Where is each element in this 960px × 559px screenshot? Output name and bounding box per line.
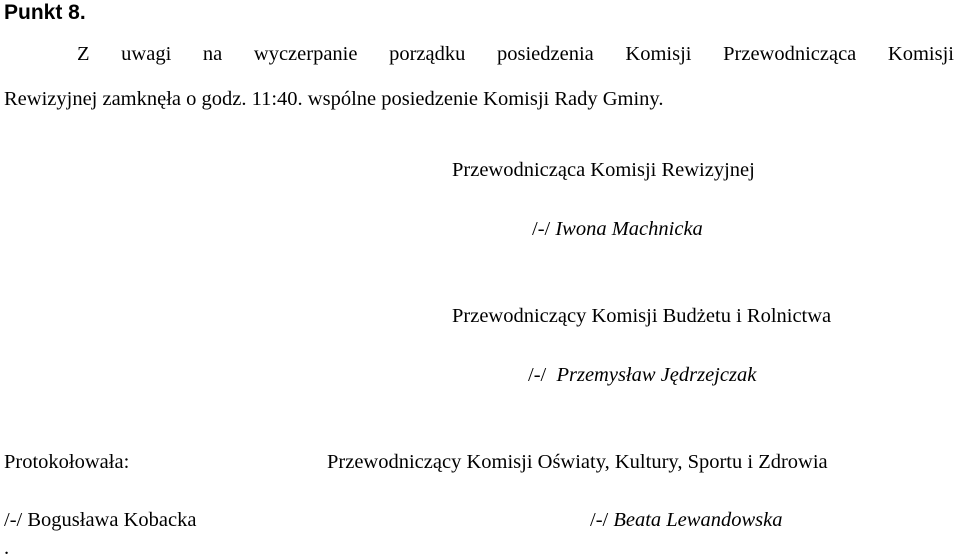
signature-line-rewizyjna — [532, 219, 703, 240]
signature-line-oswiata — [590, 510, 782, 531]
signature-prefix: /-/ — [528, 364, 547, 386]
signature-title-oswiata: Przewodniczący Komisji Oświaty, Kultury, Sportu i Zdrowia — [327, 451, 828, 473]
signature-prefix: /-/ — [532, 218, 551, 240]
signature-prefix: /-/ — [590, 509, 609, 531]
section-heading: Punkt 8. — [4, 1, 86, 24]
protocol-signature-line: /-/ Bogusława Kobacka — [4, 509, 197, 531]
signature-name-oswiata: Beata Lewandowska — [613, 509, 783, 531]
signature-title-rewizyjna: Przewodnicząca Komisji Rewizyjnej — [452, 159, 755, 181]
paragraph-line-1: Z uwagi na wyczerpanie porządku posiedzenia Komisji Przewodnicząca Komisji — [77, 43, 954, 65]
signature-name-budzet: Przemysław Jędrzejczak — [556, 364, 757, 386]
paragraph-line-2: Rewizyjnej zamknęła o godz. 11:40. wspólne posiedzenie Komisji Rady Gminy. — [4, 88, 664, 110]
signature-line-budzet — [528, 365, 756, 386]
signature-name-rewizyjna: Iwona Machnicka — [555, 218, 703, 240]
protocol-title: Protokołowała: — [4, 451, 130, 473]
protocol-trailing-dot: . — [4, 537, 10, 559]
signature-title-budzet: Przewodniczący Komisji Budżetu i Rolnictwa — [452, 305, 832, 327]
